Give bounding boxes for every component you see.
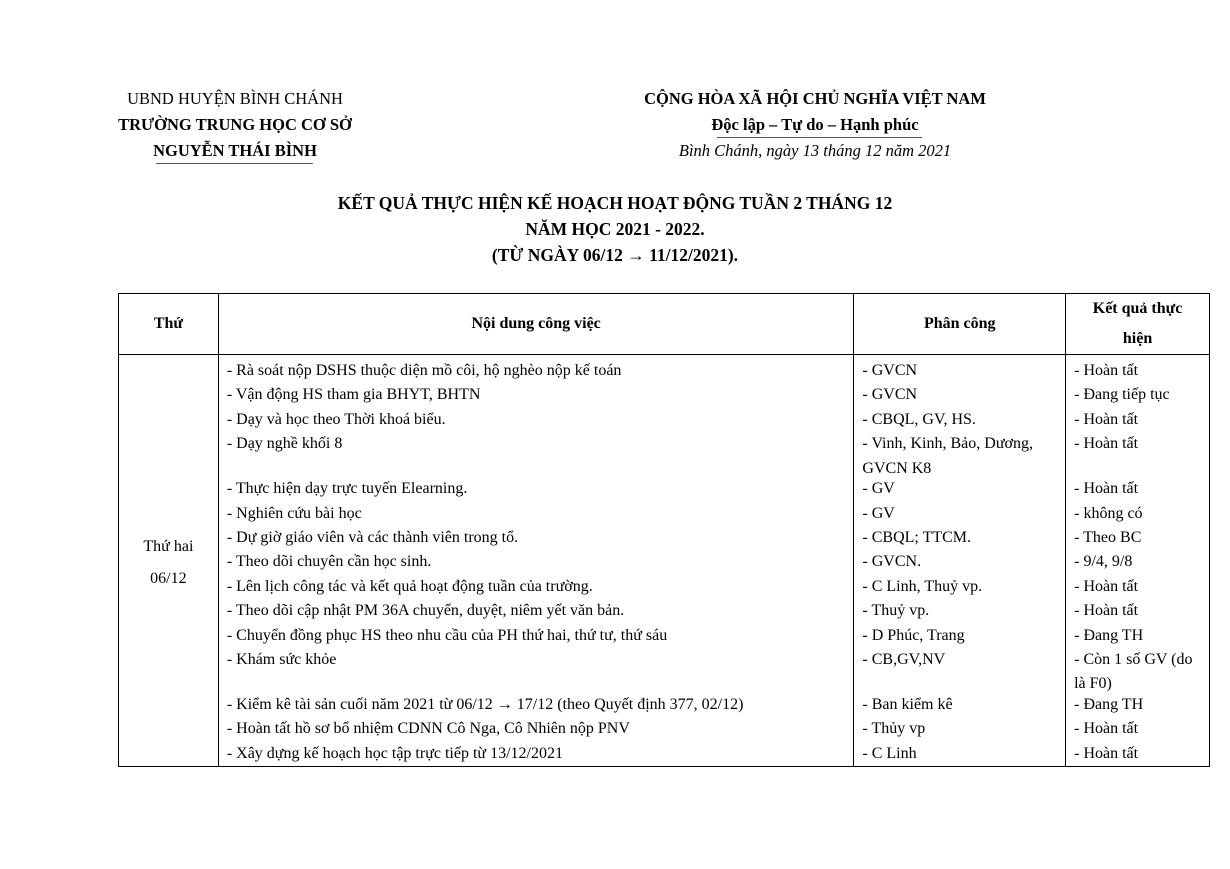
result-item: - Hoàn tất: [1074, 410, 1139, 428]
task-item: - Nghiên cứu bài học: [226, 504, 362, 522]
title-line-3: (TỪ NGÀY 06/12 → 11/12/2021).: [491, 245, 739, 265]
assignment-item: - GVCN.: [862, 553, 922, 571]
assignment-item: - CBQL, GV, HS.: [862, 410, 976, 428]
assignment-item: - GV: [862, 480, 895, 498]
result-item: - Còn 1 số GV (do là F0): [1074, 651, 1193, 693]
result-item: - Hoàn tất: [1074, 435, 1139, 453]
issuer-school-line2: NGUYỄN THÁI BÌNH: [153, 141, 317, 160]
task-item: - Dạy nghề khối 8: [226, 435, 343, 453]
assignment-item: - Thủy vp: [862, 720, 926, 738]
content-cell: [218, 355, 854, 767]
result-item: - Hoàn tất: [1074, 362, 1139, 379]
assignment-item: - GV: [862, 504, 895, 522]
day-name: Thứ hai: [143, 537, 194, 555]
result-item: - Đang tiếp tục: [1074, 386, 1170, 404]
national-title: CỘNG HÒA XÃ HỘI CHỦ NGHĨA VIỆT NAM: [644, 89, 986, 108]
task-item: - Chuyển đồng phục HS theo nhu cầu của PH thứ hai, thứ tư, thứ sáu: [226, 626, 668, 644]
motto-divider: [717, 137, 922, 138]
title-line-2: NĂM HỌC 2021 - 2022.: [525, 219, 705, 239]
document-date: Bình Chánh, ngày 13 tháng 12 năm 2021: [678, 141, 952, 160]
result-item: - không có: [1074, 504, 1143, 522]
task-item: - Thực hiện dạy trực tuyến Elearning.: [226, 480, 468, 498]
result-item: - Hoàn tất: [1074, 720, 1139, 738]
task-item: - Theo dõi cập nhật PM 36A chuyển, duyệt, niêm yết văn bản.: [226, 602, 625, 620]
task-item: - Rà soát nộp DSHS thuộc diện mồ côi, hộ nghèo nộp kế toán: [226, 362, 622, 379]
assignment-item: - Ban kiểm kê: [862, 696, 953, 714]
header-assignment: Phân công: [854, 294, 1066, 355]
assignment-cell: [854, 355, 1066, 767]
issuer-header: [90, 86, 380, 164]
national-header: [590, 86, 1040, 164]
task-item: - Khám sức khỏe: [226, 651, 337, 669]
task-item: - Dạy và học theo Thời khoá biểu.: [226, 410, 446, 428]
day-cell: [119, 355, 219, 767]
table-header-row: [119, 294, 1210, 355]
title-line-1: KẾT QUẢ THỰC HIỆN KẾ HOẠCH HOẠT ĐỘNG TUẦN 2 THÁNG 12: [337, 193, 893, 213]
issuer-divider: [156, 163, 313, 164]
task-item: - Xây dựng kế hoạch học tập trực tiếp từ 13/12/2021: [226, 744, 563, 762]
result-item: - Hoàn tất: [1074, 602, 1139, 620]
assignment-item: - C Linh: [862, 744, 917, 762]
table-row: [119, 355, 1210, 767]
header-result-line2: hiện: [1122, 330, 1153, 347]
result-item: - Hoàn tất: [1074, 744, 1139, 762]
result-item: - 9/4, 9/8: [1074, 553, 1133, 571]
document-title: [0, 190, 1230, 268]
result-item: - Hoàn tất: [1074, 577, 1139, 595]
assignment-item: - GVCN: [862, 362, 918, 379]
issuer-school-line1: TRƯỜNG TRUNG HỌC CƠ SỞ: [118, 115, 352, 134]
result-item: - Đang TH: [1074, 626, 1144, 644]
day-date: 06/12: [150, 569, 187, 587]
header-content: Nội dung công việc: [218, 294, 854, 355]
assignment-item: - Vinh, Kinh, Bảo, Dương, GVCN K8: [862, 435, 1033, 477]
header-day: Thứ: [119, 294, 219, 355]
result-item: - Đang TH: [1074, 696, 1144, 714]
result-item: - Hoàn tất: [1074, 480, 1139, 498]
assignment-item: - Thuỷ vp.: [862, 602, 930, 620]
assignment-item: - GVCN: [862, 386, 918, 404]
issuer-district: UBND HUYỆN BÌNH CHÁNH: [127, 89, 343, 108]
assignment-item: - CB,GV,NV: [862, 651, 946, 669]
task-item: - Theo dõi chuyên cần học sinh.: [226, 553, 432, 571]
task-item: - Dự giờ giáo viên và các thành viên trong tổ.: [226, 529, 519, 547]
header-result: [1066, 294, 1210, 355]
assignment-item: - D Phúc, Trang: [862, 626, 965, 644]
task-item: - Hoàn tất hồ sơ bổ nhiệm CDNN Cô Nga, Cô Nhiên nộp PNV: [226, 720, 630, 738]
assignment-item: - C Linh, Thuỷ vp.: [862, 577, 983, 595]
task-item: - Lên lịch công tác và kết quả hoạt động tuần của trường.: [226, 577, 593, 595]
task-item: - Vận động HS tham gia BHYT, BHTN: [226, 386, 481, 404]
result-item: - Theo BC: [1074, 529, 1142, 547]
national-motto: Độc lập – Tự do – Hạnh phúc: [711, 115, 919, 134]
activity-table: [118, 293, 1210, 767]
task-item: - Kiểm kê tài sản cuối năm 2021 từ 06/12 → 17/12 (theo Quyết định 377, 02/12): [226, 696, 744, 714]
result-cell: [1066, 355, 1210, 767]
assignment-item: - CBQL; TTCM.: [862, 529, 972, 547]
header-result-line1: Kết quả thực: [1092, 300, 1183, 317]
